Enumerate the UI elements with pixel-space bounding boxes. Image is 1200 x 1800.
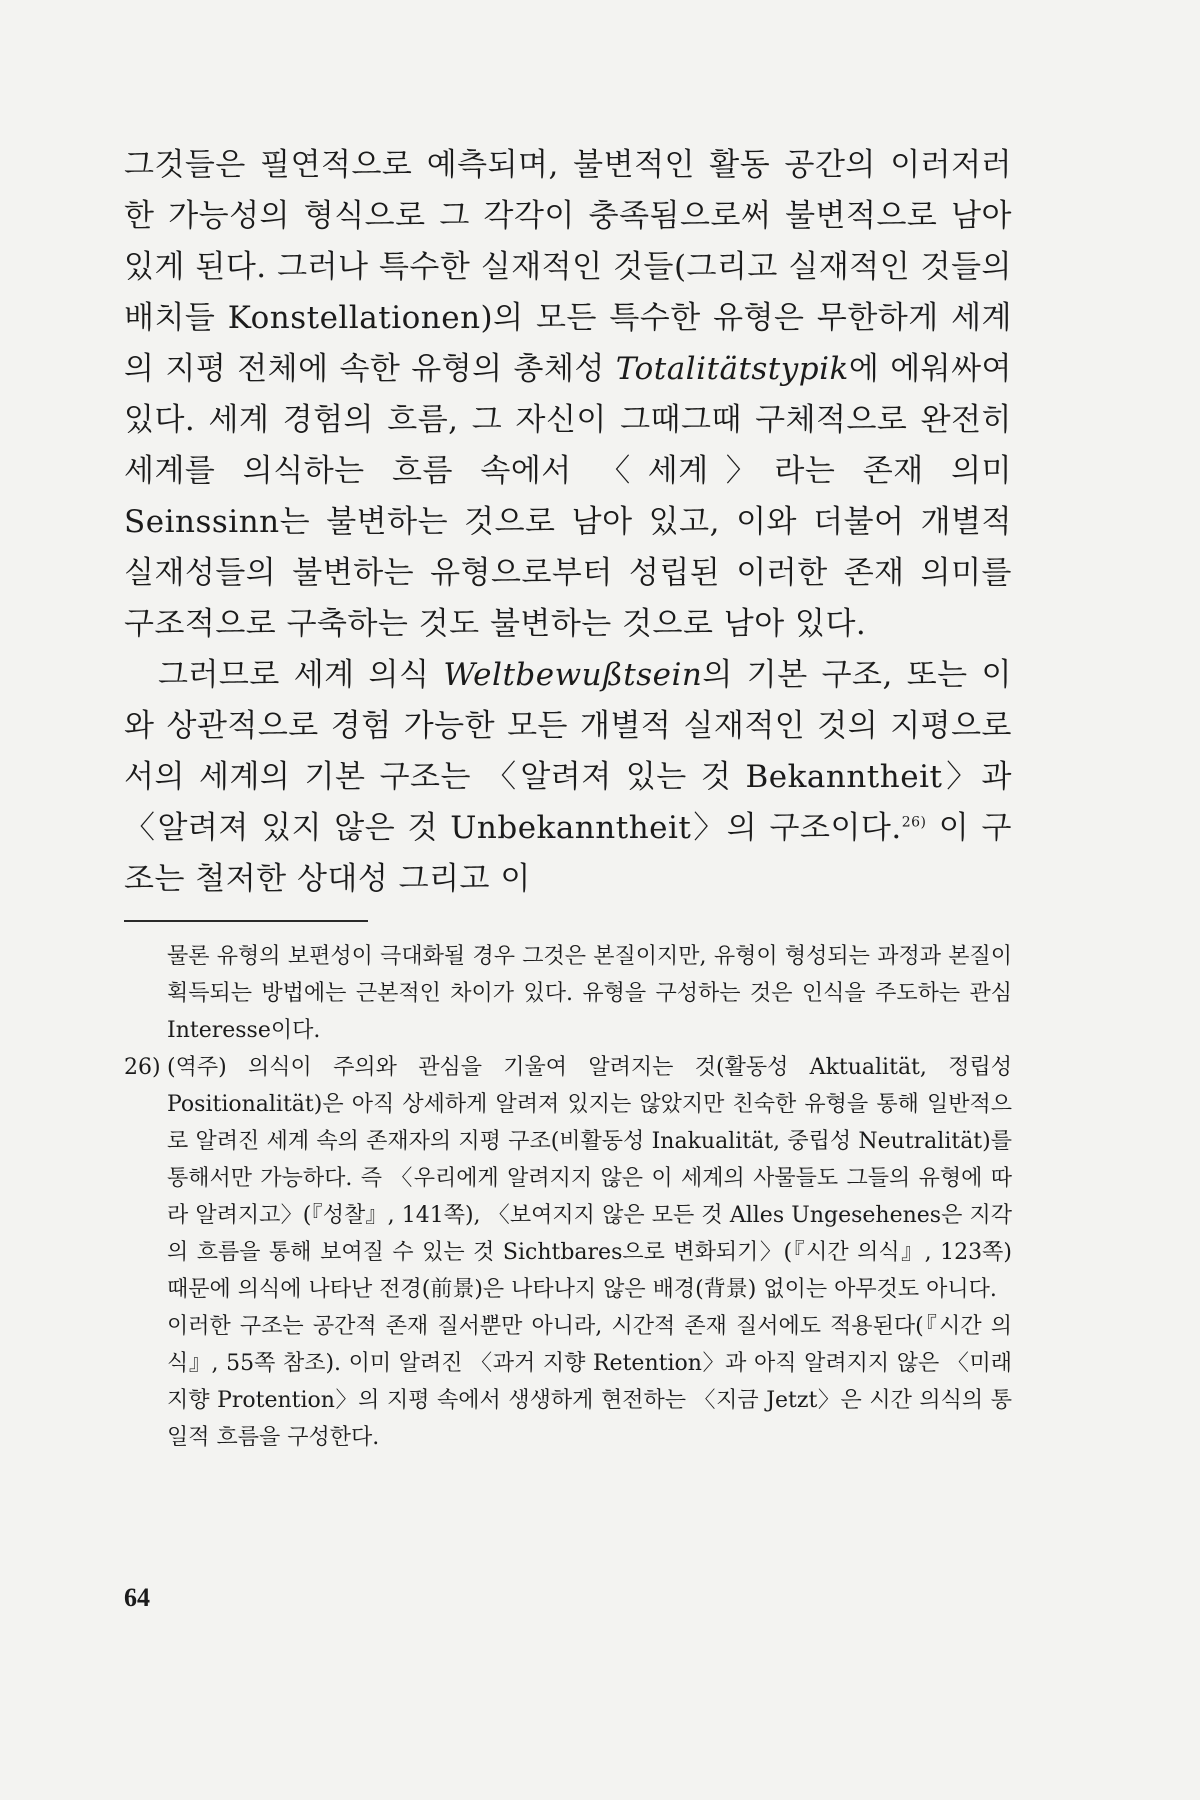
paragraph-2-head: 그러므로 세계 의식 [158, 657, 444, 693]
paragraph-1-tail: 에 에워싸여 있다. 세계 경험의 흐름, 그 자신이 그때그때 구체적으로 완전히 세계를 의식하는 흐름 속에서 〈세계〉라는 존재 의미 Seinssinn는 불변하는 것으로 남아 있고, 이와 더불어 개별적 실재성들의 불변하는 유형으로부터 성립된 이러한 존재 의미를 구조적으로 구축하는 것도 불변하는 것으로 남아 있다. [124, 351, 1012, 642]
footnote-number: 26) [124, 1055, 161, 1080]
footnotes [124, 938, 1012, 1456]
footnote-26 [124, 1049, 1012, 1308]
paragraph-2-italic-term: Weltbewußtsein [443, 657, 703, 693]
footnote-continued: 물론 유형의 보편성이 극대화될 경우 그것은 본질이지만, 유형이 형성되는 과정과 본질이 획득되는 방법에는 근본적인 차이가 있다. 유형을 구성하는 것은 인식을 주도하는 관심 Interesse이다. [167, 944, 1012, 1043]
footnote-26-paragraph-2: 이러한 구조는 공간적 존재 질서뿐만 아니라, 시간적 존재 질서에도 적용된다(『시간 의식』, 55쪽 참조). 이미 알려진 〈과거 지향 Retention〉과 아직 알려지지 않은 〈미래 지향 Protention〉의 지평 속에서 생생하게 현전하는 〈지금 Jetzt〉은 시간 의식의 통일적 흐름을 구성한다. [167, 1314, 1012, 1450]
paragraph-1 [124, 140, 1012, 650]
page-number: 64 [124, 1583, 150, 1612]
footnote-divider [124, 920, 368, 922]
paragraph-2 [124, 650, 1012, 905]
paragraph-1-text: 그것들은 필연적으로 예측되며, 불변적인 활동 공간의 이러저러한 가능성의 형식으로 그 각각이 충족됨으로써 불변적으로 남아 있게 된다. 그러나 특수한 실재적인 것들(그리고 실재적인 것들의 배치들 Konstellationen)의 모든 특수한 유형은 무한하게 세계의 지평 전체에 속한 유형의 총체성 [124, 147, 1012, 387]
footnote-26-text: (역주) 의식이 주의와 관심을 기울여 알려지는 것(활동성 Aktualität, 정립성 Positionalität)은 아직 상세하게 알려져 있지는 않았지만 친숙한 유형을 통해 일반적으로 알려진 세계 속의 존재자의 지평 구조(비활동성 Inakualität, 중립성 Neutralität)를 통해서만 가능하다. 즉 〈우리에게 알려지지 않은 이 세계의 사물들도 그들의 유형에 따라 알려지고〉(『성찰』, 141쪽), 〈보여지지 않은 모든 것 Alles Ungesehenes은 지각의 흐름을 통해 보여질 수 있는 것 Sichtbares으로 변화되기〉(『시간 의식』, 123쪽) 때문에 의식에 나타난 전경(前景)은 나타나지 않은 배경(背景) 없이는 아무것도 아니다. [167, 1055, 1012, 1302]
paragraph-2-tail: 이 구조는 철저한 상대성 그리고 이 [124, 810, 1012, 897]
main-text [124, 140, 1012, 905]
footnote-reference: 26) [901, 814, 927, 831]
paragraph-2-mid: 의 기본 구조, 또는 이와 상관적으로 경험 가능한 모든 개별적 실재적인 것의 지평으로서의 세계의 기본 구조는 〈알려져 있는 것 Bekanntheit〉과 〈알려져 있지 않은 것 Unbekanntheit〉의 구조이다. [124, 657, 1012, 846]
paragraph-1-italic-term: Totalitätstypik [615, 351, 849, 387]
